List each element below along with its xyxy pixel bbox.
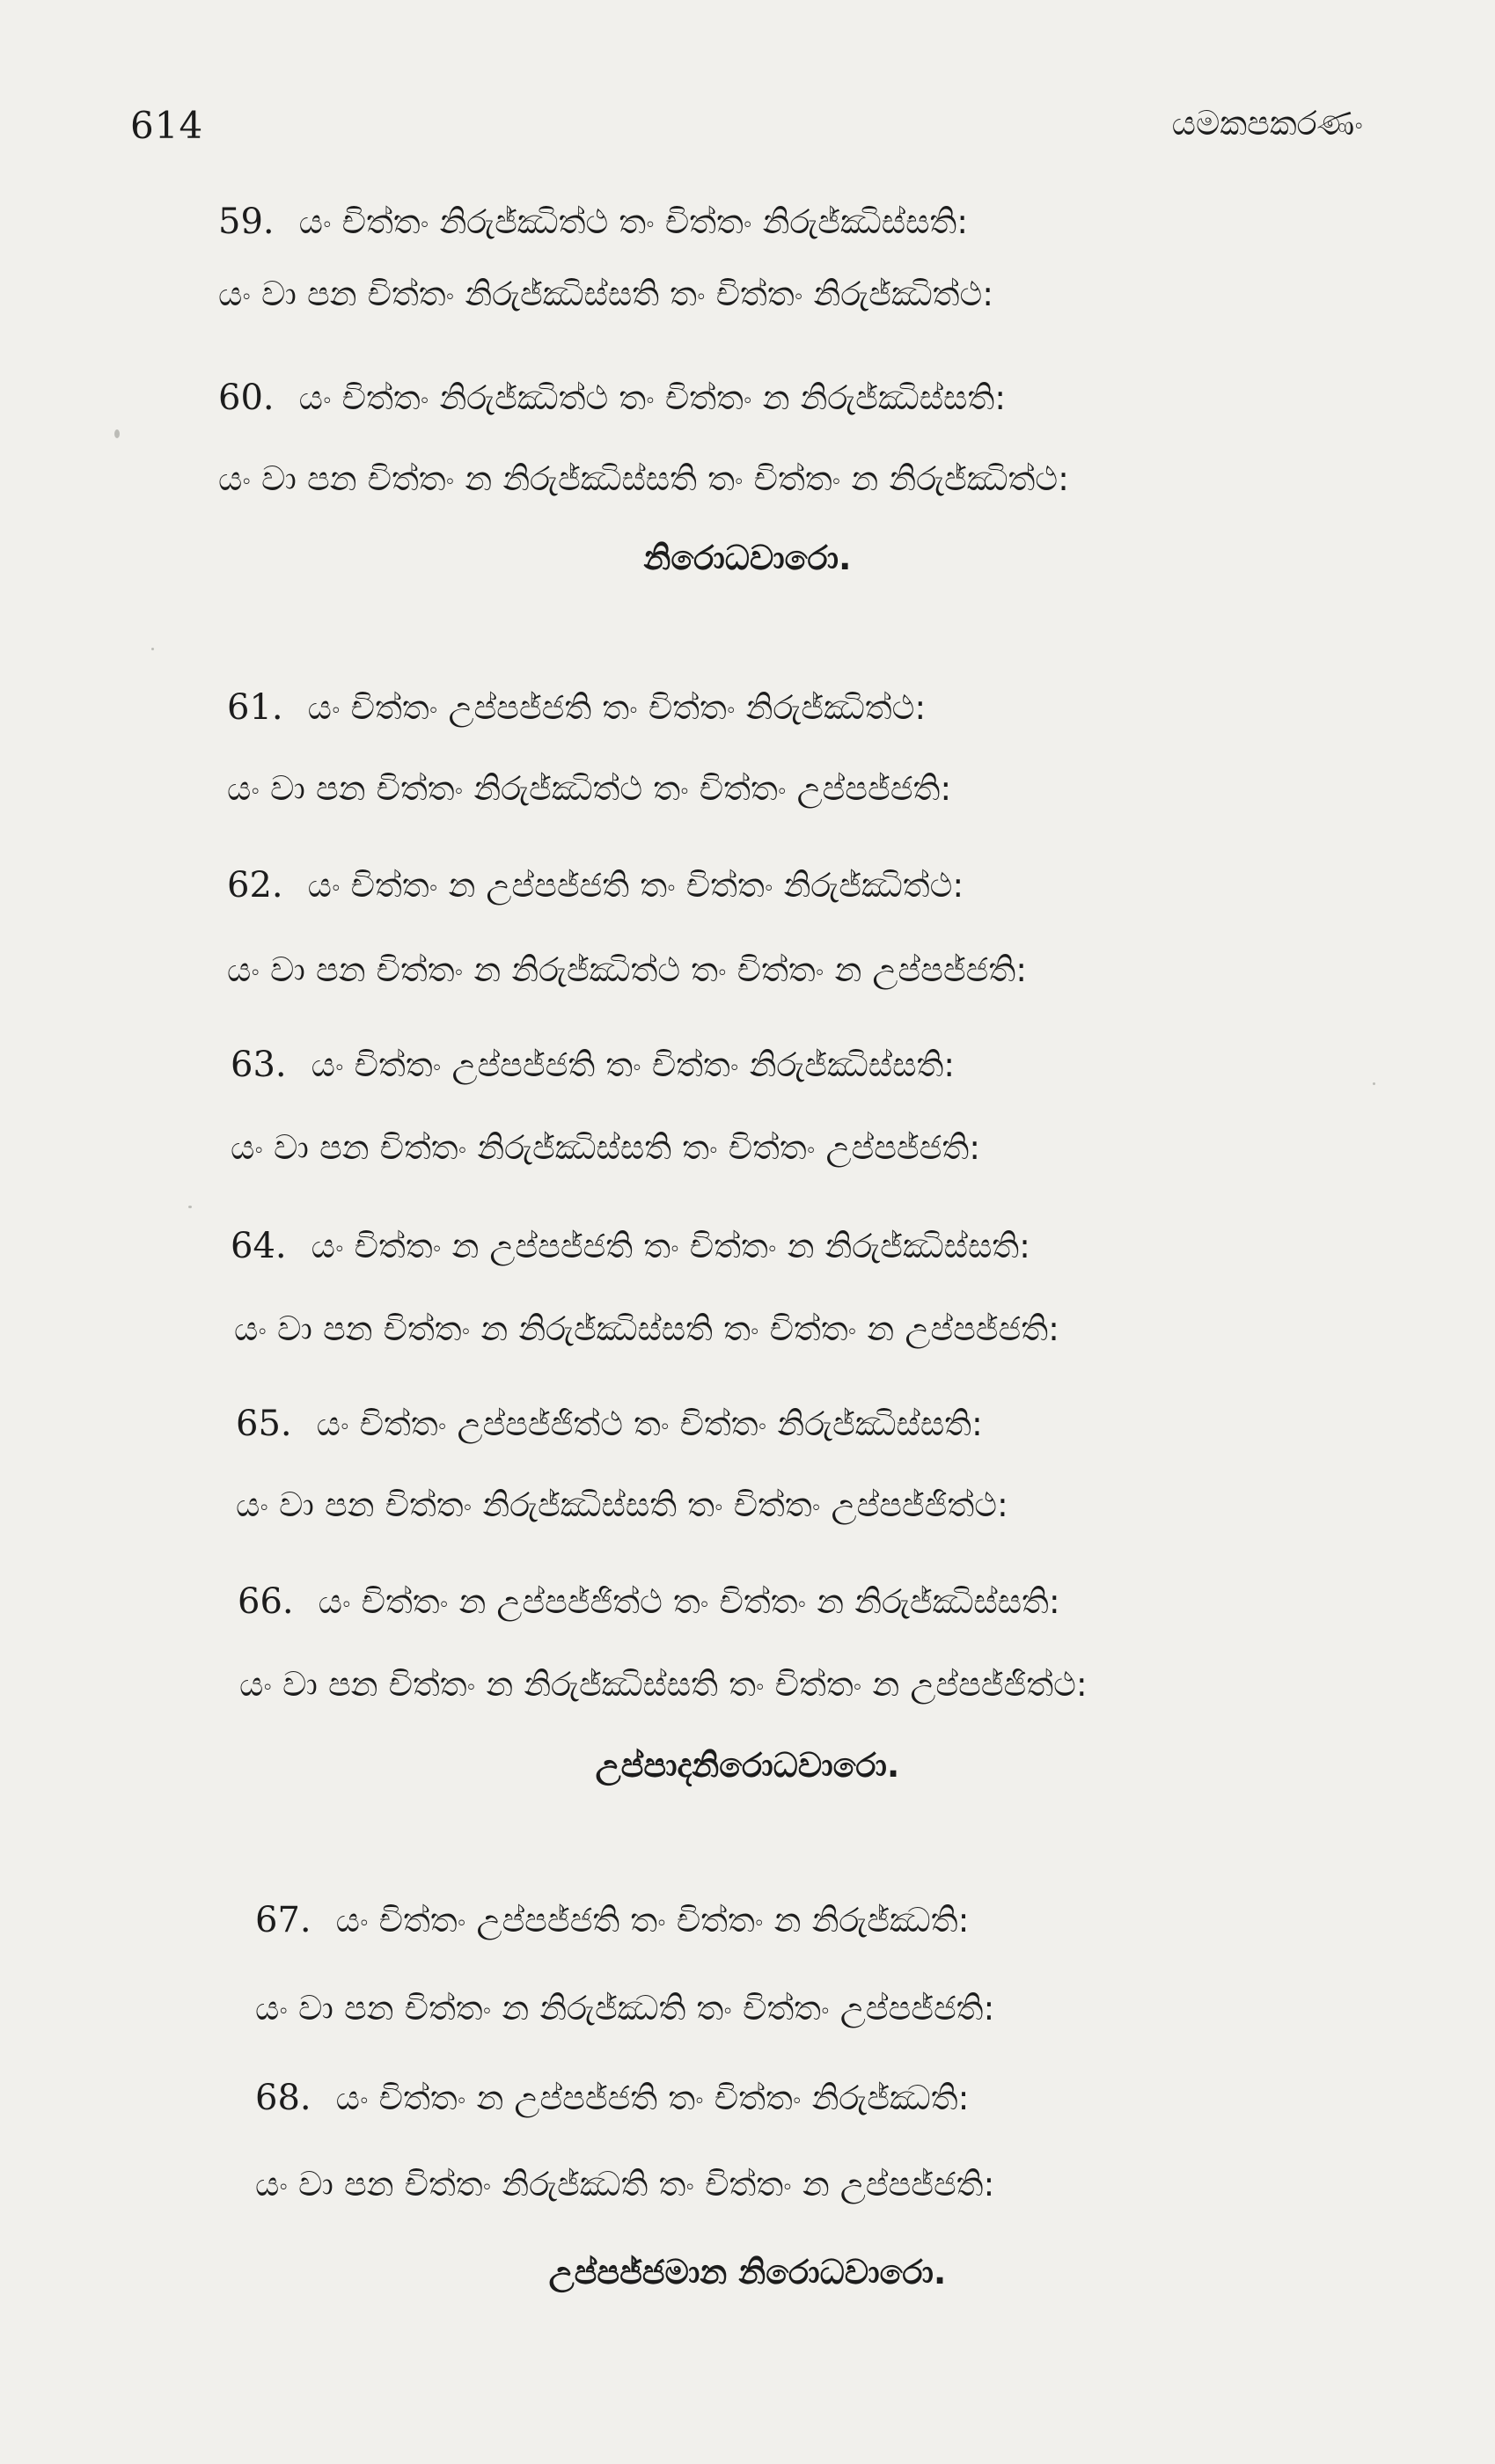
verse-67-line-1	[255, 1899, 969, 1941]
section-heading: උප්පාදනිරොධවාරො.	[595, 1746, 900, 1785]
verse-62-line-2: යං වා පන චිත්තං න නිරුජ්ඣිත්ථ තං චිත්තං න උප්පජ්ජති:	[227, 950, 1027, 989]
verse-64-line-2: යං වා පන චිත්තං න නිරුජ්ඣිස්සති තං චිත්තං න උප්පජ්ජති:	[234, 1309, 1059, 1348]
verse-text: යං චිත්තං උප්පජ්ජති තං චිත්තං න නිරුජ්ඣති:	[335, 1901, 970, 1940]
verse-number: 66.	[238, 1581, 294, 1622]
verse-text: යං චිත්තං න උප්පජ්ජති තං චිත්තං නිරුජ්ඣිත්ථ:	[307, 866, 964, 905]
verse-68-line-2: යං වා පන චිත්තං නිරුජ්ඣති තං චිත්තං න උප්පජ්ජති:	[255, 2165, 995, 2204]
verse-text: යං චිත්තං න උප්පජ්ජති තං චිත්තං න නිරුජ්ඣිස්සති:	[311, 1227, 1030, 1265]
verse-text: යං චිත්තං න උප්පජ්ජති තං චිත්තං නිරුජ්ඣති:	[335, 2079, 970, 2117]
verse-65-line-2: යං වා පන චිත්තං නිරුජ්ඣිස්සති තං චිත්තං උප්පජ්ජිත්ථ:	[236, 1485, 1008, 1524]
scan-speck	[151, 648, 154, 650]
verse-text: යං චිත්තං උප්පජ්ජති තං චිත්තං නිරුජ්ඣිත්ථ:	[307, 688, 927, 727]
verse-63-line-2: යං වා පන චිත්තං නිරුජ්ඣිස්සති තං චිත්තං උප්පජ්ජති:	[231, 1128, 981, 1167]
verse-65-line-1	[236, 1403, 983, 1445]
verse-68-line-1	[255, 2077, 969, 2119]
verse-64-line-1	[231, 1225, 1030, 1267]
verse-text: යං චිත්තං උප්පජ්ජිත්ථ තං චිත්තං නිරුජ්ඣිස්සති:	[316, 1404, 983, 1443]
verse-59-line-2: යං වා පන චිත්තං නිරුජ්ඣිස්සති තං චිත්තං නිරුජ්ඣිත්ථ:	[218, 275, 994, 313]
verse-number: 60.	[218, 378, 275, 418]
verse-number: 62.	[227, 865, 283, 906]
verse-67-line-2: යං වා පන චිත්තං න නිරුජ්ඣති තං චිත්තං උප්පජ්ජති:	[255, 1989, 995, 2028]
scan-speck	[188, 1206, 192, 1208]
section-heading: නිරොධවාරො.	[643, 539, 852, 577]
verse-62-line-1	[227, 864, 964, 906]
verse-61-line-1	[227, 686, 926, 729]
verse-number: 65.	[236, 1404, 292, 1444]
running-title: යමකපකරණං	[1171, 104, 1363, 143]
verse-number: 63.	[231, 1045, 287, 1085]
page-number: 614	[130, 104, 204, 147]
verse-63-line-1	[231, 1044, 955, 1086]
verse-text: යං චිත්තං උප්පජ්ජති තං චිත්තං නිරුජ්ඣිස්සති:	[311, 1045, 956, 1084]
verse-66-line-2: යං වා පන චිත්තං න නිරුජ්ඣිස්සති තං චිත්තං න උප්පජ්ජිත්ථ:	[239, 1665, 1088, 1704]
verse-number: 61.	[227, 687, 283, 728]
verse-61-line-2: යං වා පන චිත්තං නිරුජ්ඣිත්ථ තං චිත්තං උප්පජ්ජති:	[227, 769, 952, 808]
verse-59-line-1	[218, 201, 968, 243]
section-heading: උප්පජ්ජමාන නිරොධවාරො.	[548, 2253, 947, 2292]
verse-66-line-1	[238, 1580, 1060, 1623]
verse-60-line-1	[218, 377, 1006, 419]
verse-number: 68.	[255, 2078, 311, 2118]
scan-speck	[1373, 1082, 1375, 1085]
verse-60-line-2: යං වා පන චිත්තං න නිරුජ්ඣිස්සති තං චිත්තං න නිරුජ්ඣිත්ථ:	[218, 459, 1069, 498]
scan-speck	[114, 429, 120, 438]
verse-text: යං චිත්තං නිරුජ්ඣිත්ථ තං චිත්තං න නිරුජ්ඣිස්සති:	[298, 378, 1007, 417]
verse-number: 64.	[231, 1226, 287, 1266]
verse-text: යං චිත්තං න උප්පජ්ජිත්ථ තං චිත්තං න නිරුජ්ඣිස්සති:	[318, 1582, 1060, 1621]
verse-number: 67.	[255, 1900, 311, 1940]
verse-number: 59.	[218, 202, 275, 242]
verse-text: යං චිත්තං නිරුජ්ඣිත්ථ තං චිත්තං නිරුජ්ඣිස්සති:	[298, 202, 969, 241]
